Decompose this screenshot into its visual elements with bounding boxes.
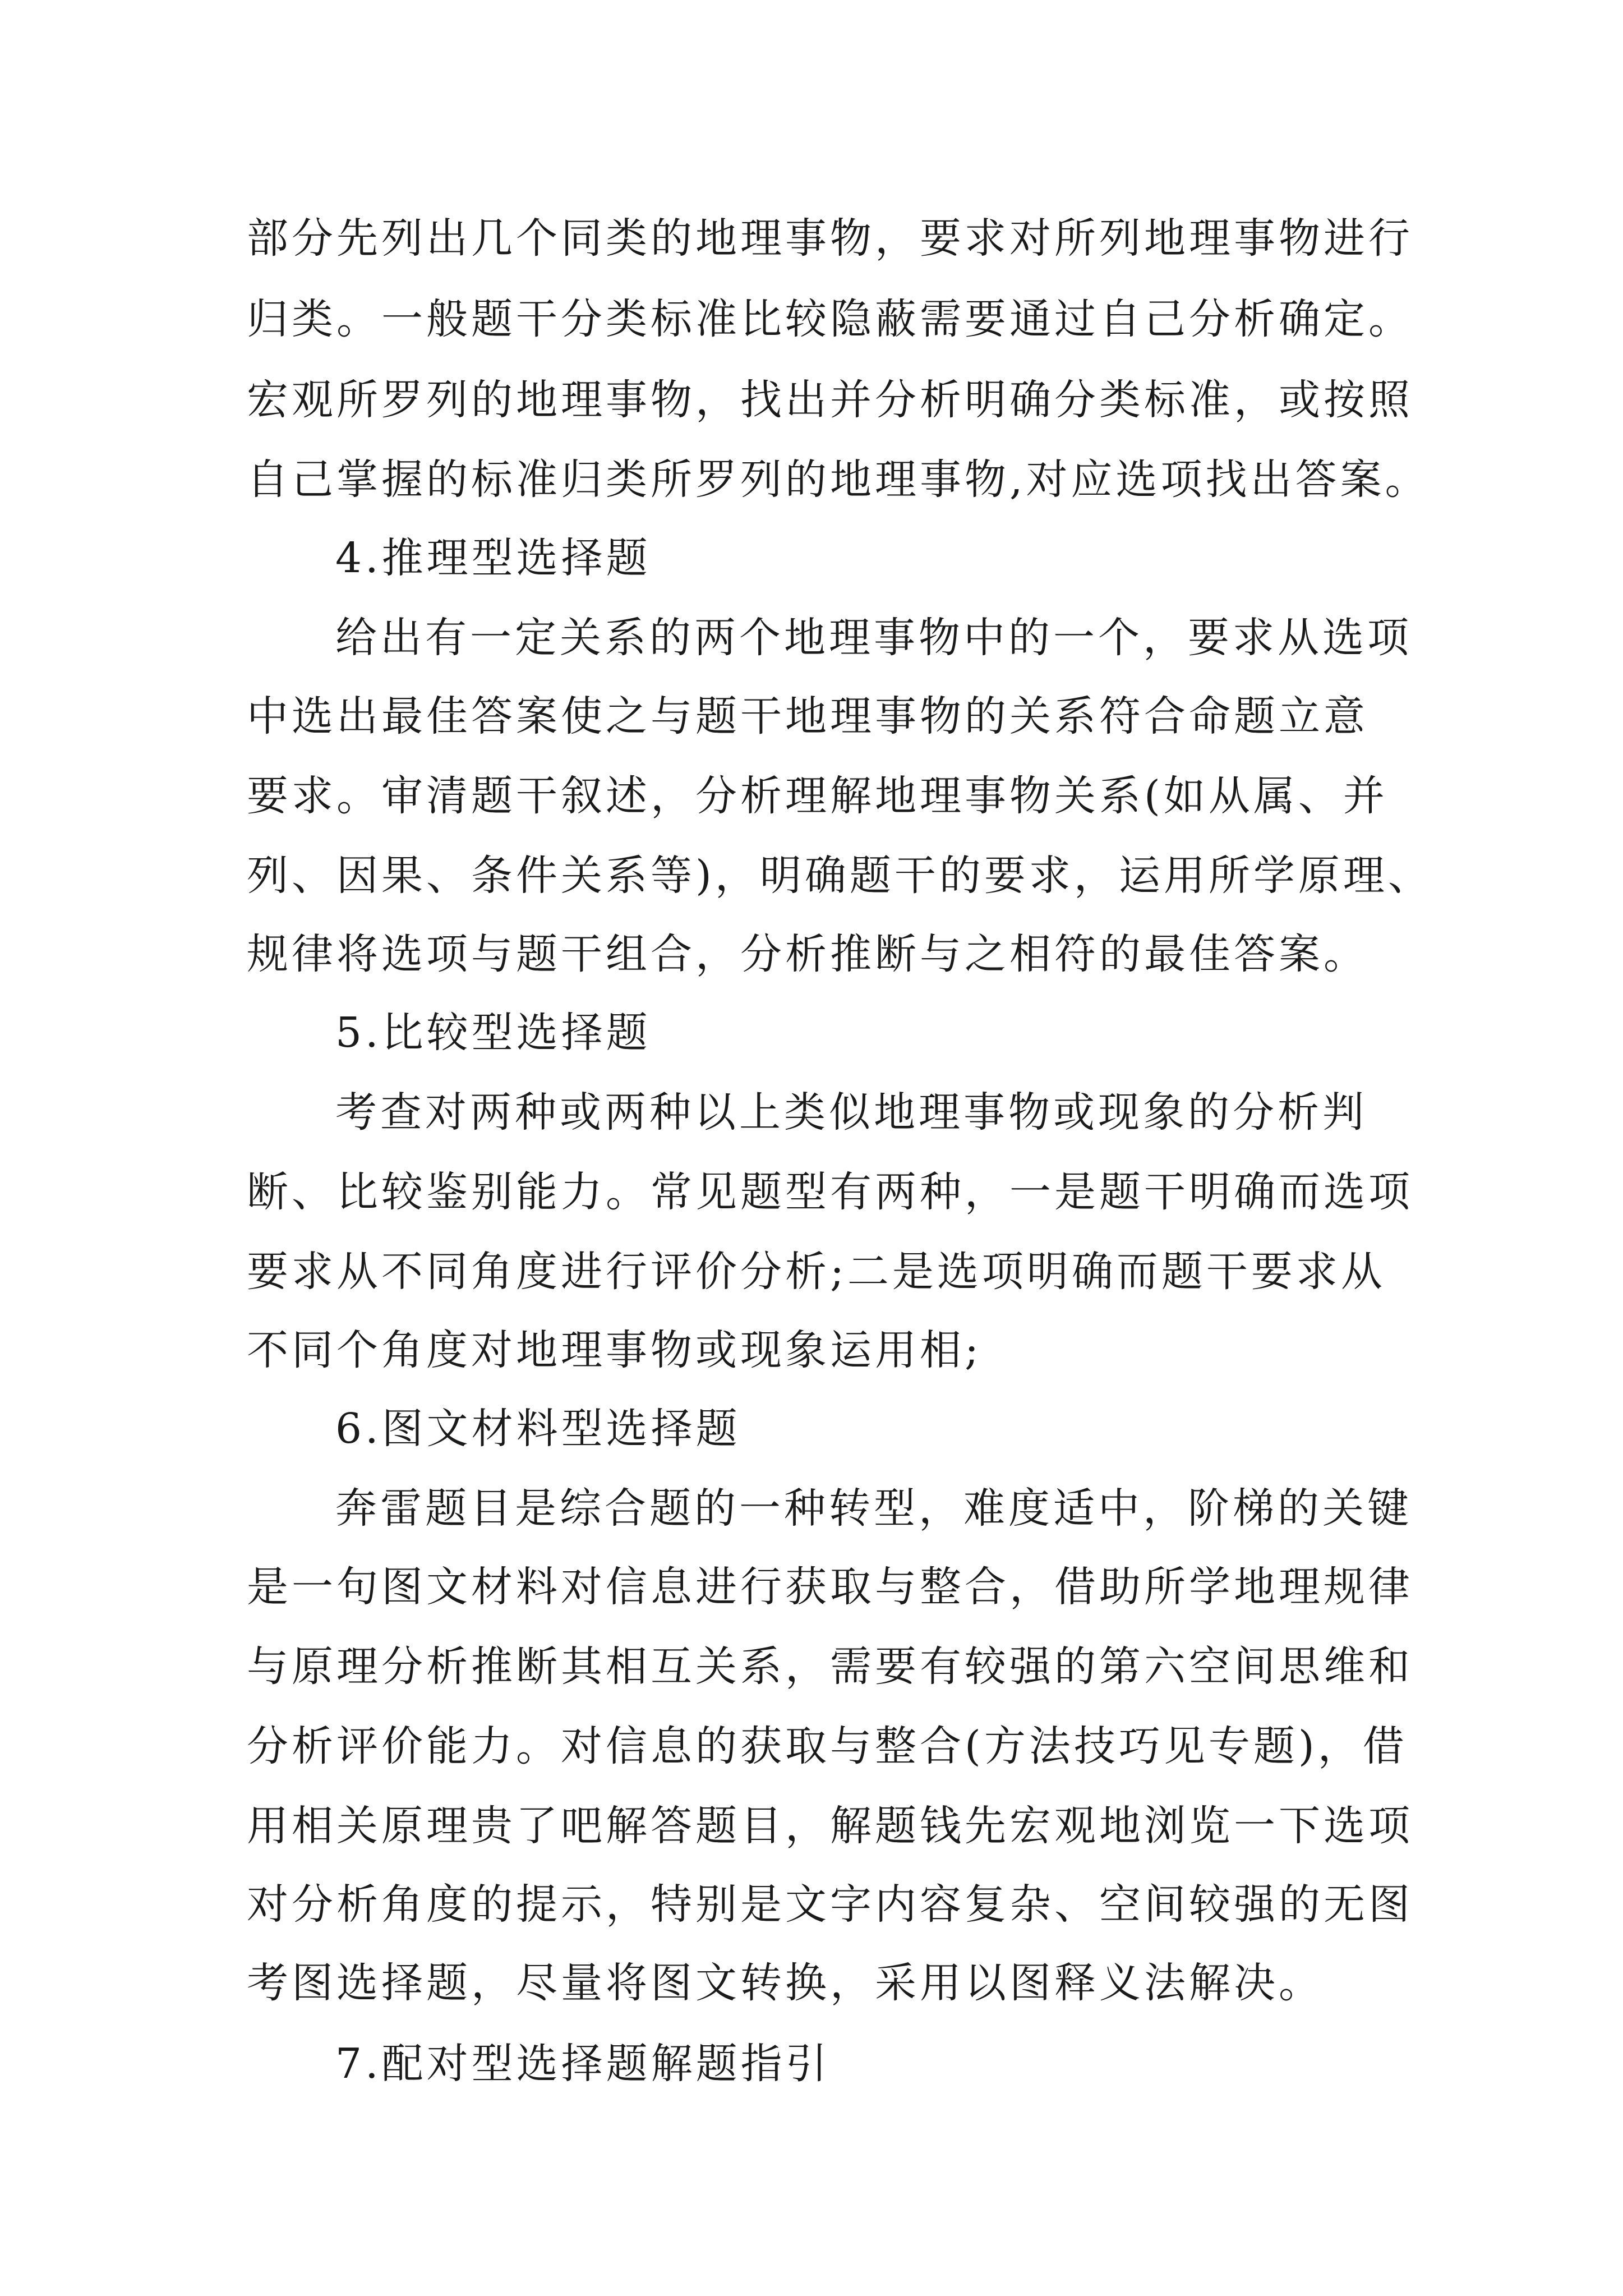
paragraph-line: 奔雷题目是综合题的一种转型，难度适中，阶梯的关键 <box>335 1484 1412 1533</box>
paragraph-line: 自己掌握的标准归类所罗列的地理事物,对应选项找出答案。 <box>247 455 1430 504</box>
paragraph-line: 要求从不同角度进行评价分析;二是选项明确而题干要求从 <box>247 1248 1386 1296</box>
paragraph-line: 归类。一般题干分类标准比较隐蔽需要通过自己分析确定。 <box>247 295 1413 343</box>
paragraph-line: 给出有一定关系的两个地理事物中的一个，要求从选项 <box>335 614 1412 662</box>
section-heading-7: 7.配对型选择题解题指引 <box>335 2040 831 2088</box>
paragraph-line: 断、比较鉴别能力。常见题型有两种，一是题干明确而选项 <box>247 1168 1413 1216</box>
paragraph-line: 宏观所罗列的地理事物，找出并分析明确分类标准，或按照 <box>247 376 1413 424</box>
paragraph-line: 考查对两种或两种以上类似地理事物或现象的分析判 <box>335 1088 1367 1137</box>
section-heading-5: 5.比较型选择题 <box>335 1009 651 1057</box>
paragraph-line: 列、因果、条件关系等)，明确题干的要求，运用所学原理、 <box>247 852 1433 900</box>
paragraph-line: 是一句图文材料对信息进行获取与整合，借助所学地理规律 <box>247 1563 1413 1611</box>
section-heading-4: 4.推理型选择题 <box>335 534 651 582</box>
paragraph-line: 对分析角度的提示，特别是文字内容复杂、空间较强的无图 <box>247 1880 1413 1929</box>
paragraph-line: 部分先列出几个同类的地理事物，要求对所列地理事物进行 <box>247 214 1413 263</box>
paragraph-line: 与原理分析推断其相互关系，需要有较强的第六空间思维和 <box>247 1642 1413 1691</box>
paragraph-line: 考图选择题，尽量将图文转换，采用以图释义法解决。 <box>247 1959 1324 2007</box>
paragraph-line: 不同个角度对地理事物或现象运用相; <box>247 1326 982 1374</box>
paragraph-line: 要求。审清题干叙述，分析理解地理事物关系(如从属、并 <box>247 772 1388 820</box>
section-heading-6: 6.图文材料型选择题 <box>335 1405 741 1453</box>
paragraph-line: 中选出最佳答案使之与题干地理事物的关系符合命题立意 <box>247 692 1368 740</box>
paragraph-line: 分析评价能力。对信息的获取与整合(方法技巧见专题)，借 <box>247 1722 1408 1770</box>
paragraph-line: 规律将选项与题干组合，分析推断与之相符的最佳答案。 <box>247 930 1368 978</box>
paragraph-line: 用相关原理贵了吧解答题目，解题钱先宏观地浏览一下选项 <box>247 1802 1413 1850</box>
